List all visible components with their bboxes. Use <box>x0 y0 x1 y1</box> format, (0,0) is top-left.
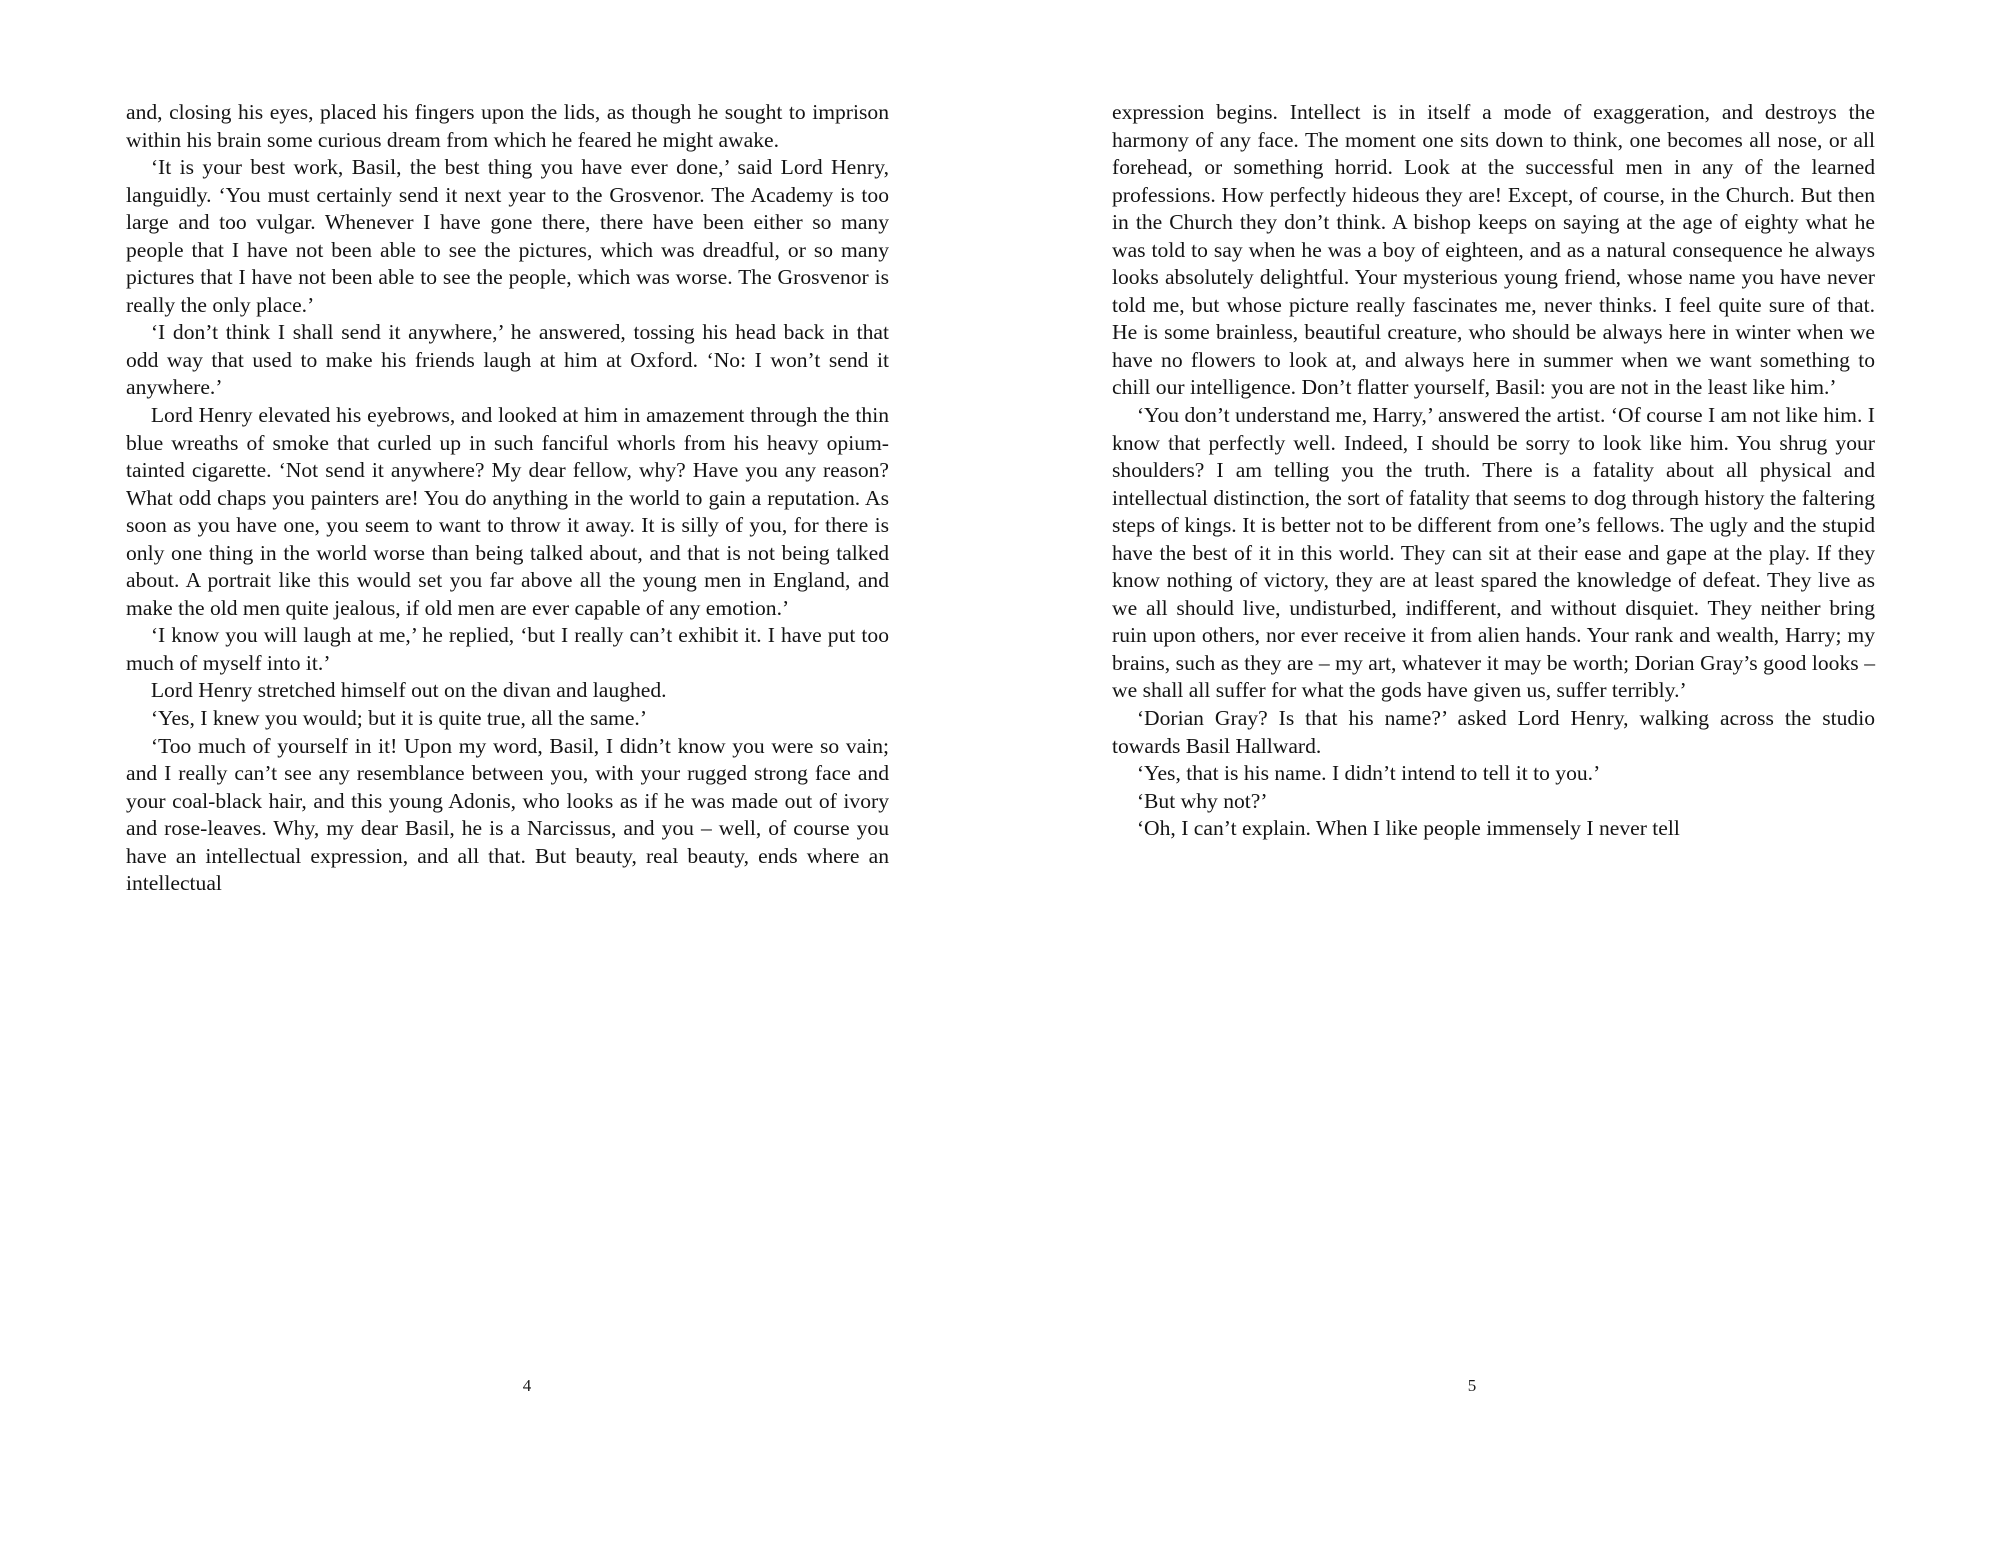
body-paragraph: ‘You don’t understand me, Harry,’ answered the artist. ‘Of course I am not like him. I know that perfectly well. Indeed, I should be sorry to look like him. You shrug your shoulders? I am telling you the truth. There is a fatality about all physical and intellectual distinction, the sort of fatality that seems to dog through history the faltering steps of kings. It is better not to be different from one’s fellows. The ugly and the stupid have the best of it in this world. They can sit at their ease and gape at the play. If they know nothing of victory, they are at least spared the knowledge of defeat. They live as we all should live, undisturbed, indifferent, and without disquiet. They neither bring ruin upon others, nor ever receive it from alien hands. Your rank and wealth, Harry; my brains, such as they are – my art, whatever it may be worth; Dorian Gray’s good looks – we shall all suffer for what the gods have given us, suffer terribly.’ <box>1112 403 1875 703</box>
body-paragraph: ‘Oh, I can’t explain. When I like people immensely I never tell <box>1136 816 1680 841</box>
page-number-right: 5 <box>1467 1376 1477 1395</box>
left-page-textblock <box>126 99 889 898</box>
page-number-left: 4 <box>522 1376 532 1395</box>
body-paragraph: Lord Henry stretched himself out on the divan and laughed. <box>150 678 667 703</box>
body-paragraph: ‘Too much of yourself in it! Upon my word, Basil, I didn’t know you were so vain; and I really can’t see any resemblance between you, with your rugged strong face and your coal-black hair, and this young Adonis, who looks as if he was made out of ivory and rose-leaves. Why, my dear Basil, he is a Narcissus, and you – well, of course you have an intellectual expression, and all that. But beauty, real beauty, ends where an intellectual <box>126 733 889 896</box>
body-paragraph: ‘But why not?’ <box>1136 788 1268 813</box>
body-paragraph: ‘It is your best work, Basil, the best thing you have ever done,’ said Lord Henry, languidly. ‘You must certainly send it next year to the Grosvenor. The Academy is too large and too vulgar. Whenever I have gone there, there have been either so many people that I have not been able to see the pictures, which was dreadful, or so many pictures that I have not been able to see the people, which was worse. The Grosvenor is really the only place.’ <box>126 155 889 317</box>
body-paragraph: expression begins. Intellect is in itself a mode of exaggeration, and destroys the harmony of any face. The moment one sits down to think, one becomes all nose, or all forehead, or something horrid. Look at the successful men in any of the learned professions. How perfectly hideous they are! Except, of course, in the Church. But then in the Church they don’t think. A bishop keeps on saying at the age of eighty what he was told to say when he was a boy of eighteen, and as a natural consequence he always looks absolutely delightful. Your mysterious young friend, whose name you have never told me, but whose picture really fascinates me, never thinks. I feel quite sure of that. He is some brainless, beautiful creature, who should be always here in winter when we have no flowers to look at, and always here in summer when we want something to chill our intelligence. Don’t flatter yourself, Basil: you are not in the least like him.’ <box>1112 100 1875 400</box>
body-paragraph: ‘Dorian Gray? Is that his name?’ asked Lord Henry, walking across the studio towards Basil Hallward. <box>1112 706 1875 758</box>
body-paragraph: Lord Henry elevated his eyebrows, and looked at him in amazement through the thin blue wreaths of smoke that curled up in such fanciful whorls from his heavy opium-tainted cigarette. ‘Not send it anywhere? My dear fellow, why? Have you any reason? What odd chaps you painters are! You do anything in the world to gain a reputation. As soon as you have one, you seem to want to throw it away. It is silly of you, for there is only one thing in the world worse than being talked about, and that is not being talked about. A portrait like this would set you far above all the young men in England, and make the old men quite jealous, if old men are ever capable of any emotion.’ <box>126 403 889 620</box>
body-paragraph: ‘Yes, that is his name. I didn’t intend to tell it to you.’ <box>1136 761 1601 786</box>
right-page-textblock <box>1112 99 1875 843</box>
body-paragraph: ‘I don’t think I shall send it anywhere,’ he answered, tossing his head back in that odd way that used to make his friends laugh at him at Oxford. ‘No: I won’t send it anywhere.’ <box>126 320 889 400</box>
body-paragraph: ‘Yes, I knew you would; but it is quite true, all the same.’ <box>150 706 648 731</box>
body-paragraph: ‘I know you will laugh at me,’ he replied, ‘but I really can’t exhibit it. I have put too much of myself into it.’ <box>126 623 889 675</box>
body-paragraph: and, closing his eyes, placed his fingers upon the lids, as though he sought to imprison within his brain some curious dream from which he feared he might awake. <box>126 100 889 152</box>
right-page <box>1000 0 2000 1552</box>
